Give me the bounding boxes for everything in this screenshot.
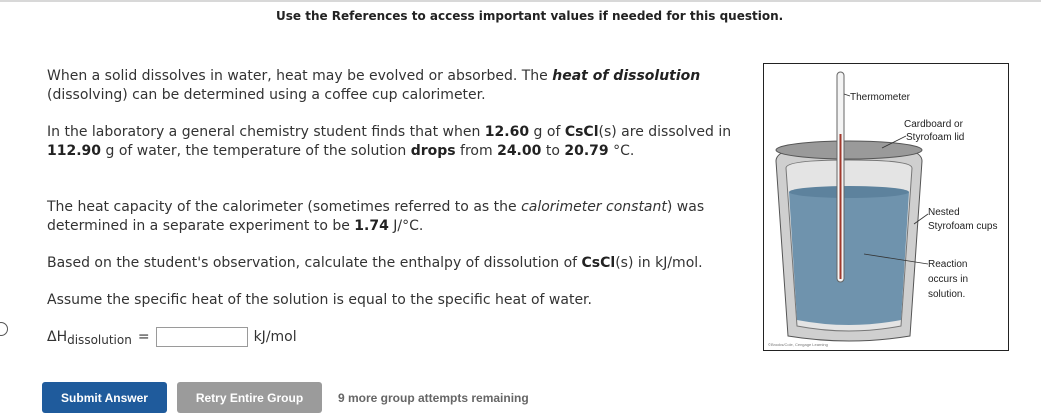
task-paragraph: Based on the student's observation, calculate the enthalpy of dissolution of CsCl(s) in kJ/mol. <box>47 255 703 271</box>
reaction-label-line2: occurs in <box>928 274 969 285</box>
attempts-remaining: 9 more group attempts remaining <box>338 391 529 405</box>
reaction-label-line1: Reaction <box>928 259 968 270</box>
retry-entire-group-button[interactable]: Retry Entire Group <box>177 382 322 413</box>
thermometer-liquid <box>840 134 842 279</box>
calorimeter-figure <box>763 63 1009 351</box>
answer-input[interactable] <box>156 327 248 347</box>
answer-row <box>47 327 297 347</box>
cups-label-line1: Nested <box>928 207 960 218</box>
lid-label-line1: Cardboard or <box>904 119 963 130</box>
top-divider <box>0 0 1041 2</box>
thermometer-label: Thermometer <box>850 92 911 103</box>
intro-paragraph: When a solid dissolves in water, heat may be evolved or absorbed. The heat of dissolution (dissolving) can be determined using a coffee cup calorimeter. <box>47 68 701 103</box>
heat-of-dissolution-term: heat of dissolution <box>552 68 701 84</box>
mass-water: 112.90 <box>47 143 102 159</box>
assumption-paragraph: Assume the specific heat of the solution is equal to the specific heat of water. <box>47 292 592 308</box>
submit-answer-button[interactable]: Submit Answer <box>42 382 167 413</box>
experiment-paragraph: In the laboratory a general chemistry student finds that when 12.60 g of CsCl(s) are dissolved in 112.90 g of water, the temperature of the solution drops from 24.00 to 20.79 °C. <box>47 124 732 159</box>
calorimeter-diagram <box>764 64 1008 350</box>
equals-sign: = <box>137 329 150 345</box>
temperature-direction: drops <box>410 143 456 159</box>
final-temperature: 20.79 <box>564 143 609 159</box>
answer-unit: kJ/mol <box>253 329 297 345</box>
cups-label-line2: Styrofoam cups <box>928 221 998 232</box>
lid-label-line2: Styrofoam lid <box>906 132 965 143</box>
calorimeter-constant-paragraph: The heat capacity of the calorimeter (sometimes referred to as the calorimeter constant) was determined in a separate experiment to be 1.74 J/°C. <box>47 199 705 234</box>
water <box>789 188 909 325</box>
references-note: Use the References to access important values if needed for this question. <box>276 9 784 23</box>
delta-h-subscript: dissolution <box>67 333 132 347</box>
compound-name: CsCl <box>564 124 599 140</box>
water-surface <box>789 186 909 198</box>
task-compound: CsCl <box>581 255 616 271</box>
mass-solid: 12.60 <box>484 124 530 140</box>
figure-credit: ©Brooks/Cole, Cengage Learning <box>768 342 828 347</box>
initial-temperature: 24.00 <box>497 143 542 159</box>
delta-h-label: ΔH <box>47 329 68 345</box>
lid <box>776 141 922 159</box>
calorimeter-constant-value: 1.74 <box>354 218 389 234</box>
reaction-label-line3: solution. <box>928 289 966 300</box>
question-marker[interactable] <box>0 322 8 336</box>
